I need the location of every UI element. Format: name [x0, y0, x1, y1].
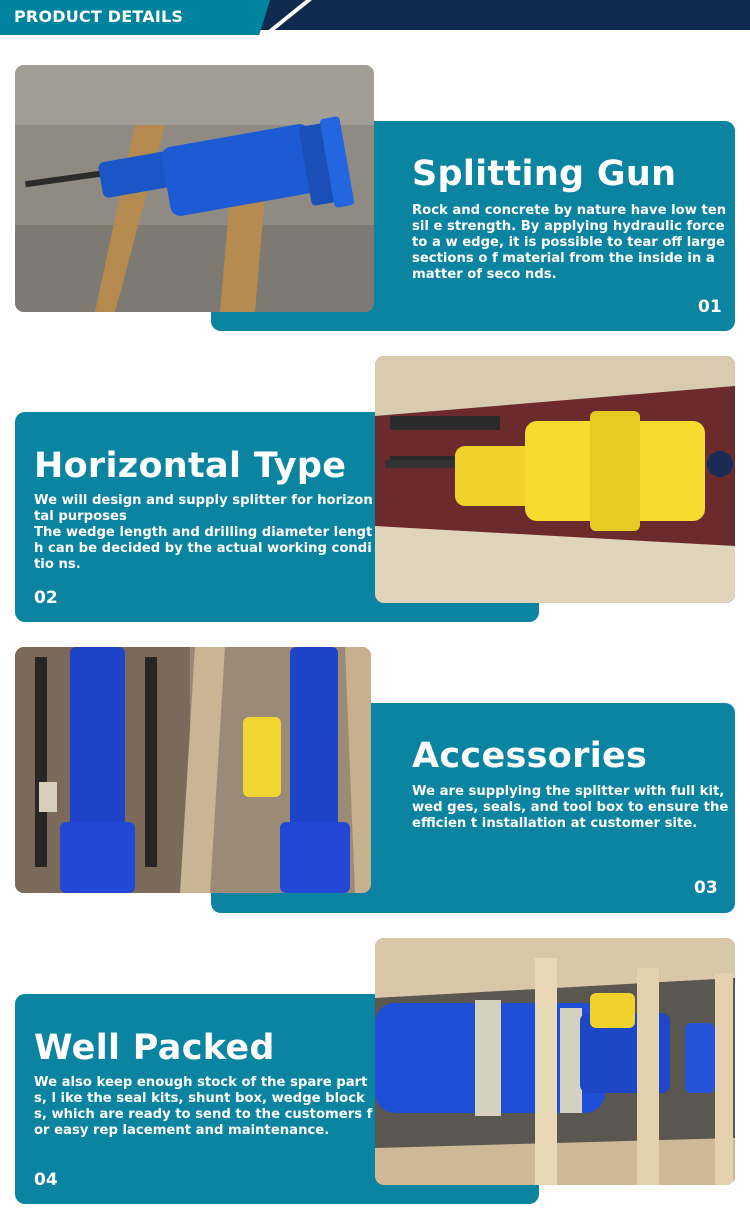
section-title: Well Packed: [34, 1028, 275, 1068]
product-photo-well-packed: [375, 938, 735, 1185]
section-description: We also keep enough stock of the spare parts, l ike the seal kits, shunt box, wedge blocks, which are ready to send to the customers for easy rep lacement and maintenance.: [34, 1075, 373, 1138]
section-number: 04: [34, 1170, 58, 1190]
section-title: Accessories: [412, 736, 648, 776]
section-title: Horizontal Type: [34, 446, 347, 486]
section-description: Rock and concrete by nature have low tensil e strength. By applying hydraulic force to a w edge, it is possible to tear off large sections o f material from the inside in a matter of seco nds.: [412, 203, 727, 282]
section-description: We will design and supply splitter for horizontal purposes The wedge length and drilling diameter length can be decided by the actual working conditio ns.: [34, 493, 373, 572]
product-photo-accessories: [15, 647, 371, 893]
section-title: Splitting Gun: [412, 154, 677, 194]
section-description: We are supplying the splitter with full kit, wed ges, seals, and tool box to ensure the efficien t installation at customer site.: [412, 784, 729, 831]
section-number: 03: [694, 878, 718, 898]
product-photo-splitting-gun: [15, 65, 374, 312]
page-header: [0, 0, 750, 35]
section-number: 02: [34, 588, 58, 608]
section-number: 01: [698, 297, 722, 317]
product-photo-horizontal-type: [375, 356, 735, 603]
page-title: PRODUCT DETAILS: [14, 7, 184, 26]
